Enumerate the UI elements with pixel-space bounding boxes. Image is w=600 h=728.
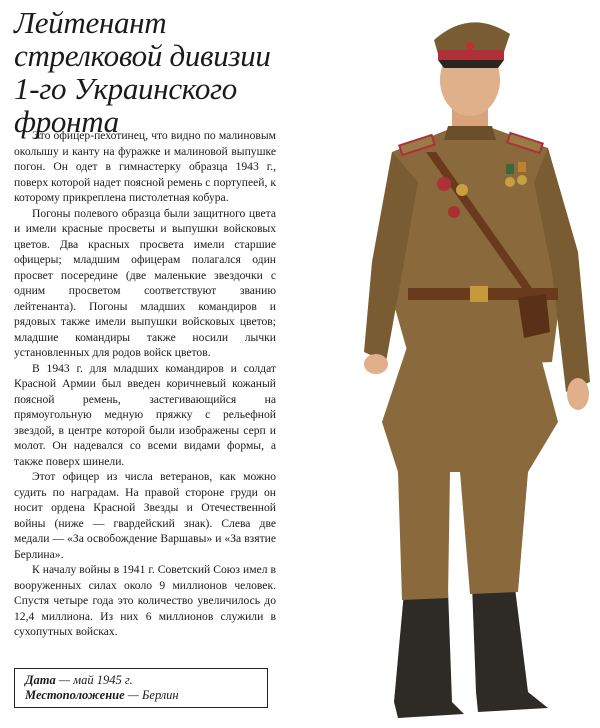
caption-date-row bbox=[25, 673, 257, 688]
medal-warsaw bbox=[505, 177, 515, 187]
order-patriotic-war bbox=[456, 184, 468, 196]
left-hand bbox=[364, 354, 388, 374]
caption-location-separator: — bbox=[124, 688, 143, 702]
paragraph-2: Погоны полевого образца были защитного цвета и имели красные просветы и выпушки войсковых цветов. Два красных просвета имели старшие офицеры; младшим офицерам полагался один просвет посередине (две маленькие звездочки с одним просветом соответствуют званию лейтенанта). Погоны младших командиров и рядовых также имели выпушки войсковых цветов; младшие командиры также носили лычки установленных для родов войск цветов. bbox=[14, 206, 276, 359]
right-hand bbox=[567, 378, 589, 410]
caption-location-row bbox=[25, 688, 257, 703]
medal-ribbon-2 bbox=[518, 162, 526, 172]
article-body bbox=[14, 128, 276, 640]
caption-date-value: май 1945 г. bbox=[73, 673, 133, 687]
guards-badge bbox=[448, 206, 460, 218]
title-line-1: Лейтенант bbox=[14, 5, 167, 40]
cap-star bbox=[466, 42, 474, 50]
medal-berlin bbox=[517, 175, 527, 185]
order-red-star bbox=[437, 177, 451, 191]
paragraph-3: В 1943 г. для младших командиров и солдат Красной Армии был введен коричневый кожаный поясной ремень, застегивающийся на прямоугольную медную пряжку с рельефной звездой, в центре которой были изображены серп и молот. Он надевался со всеми видами формы, а также поверх шинели. bbox=[14, 361, 276, 468]
belt-buckle bbox=[470, 286, 488, 302]
title-line-4: фронта bbox=[14, 104, 119, 139]
soldier-figure-svg bbox=[352, 2, 598, 724]
caption-box bbox=[14, 668, 268, 708]
right-boot bbox=[472, 580, 548, 712]
caption-location-value: Берлин bbox=[142, 688, 179, 702]
page-title bbox=[14, 6, 314, 138]
title-line-3: 1-го Украинского bbox=[14, 71, 238, 106]
medal-ribbon-1 bbox=[506, 164, 514, 174]
left-boot bbox=[394, 590, 464, 718]
title-line-2: стрелковой дивизии bbox=[14, 38, 271, 73]
caption-location-label: Местоположение bbox=[25, 688, 125, 702]
caption-date-separator: — bbox=[55, 673, 74, 687]
paragraph-1: Это офицер-пехотинец, что видно по малиновым околышу и канту на фуражке и малиновой выпушке погон. Он одет в гимнастерку образца 1943 г., поверх которой надет поясной ремень с портупеей, к которому прикреплена пистолетная кобура. bbox=[14, 129, 276, 204]
paragraph-4: Этот офицер из числа ветеранов, как можно судить по наградам. На правой стороне груди он носит ордена Красной Звезды и Отечественной войны (ниже — гвардейский знак). Слева две медали — «За освобождение Варшавы» и «За взятие Берлина». bbox=[14, 470, 276, 561]
caption-date-label: Дата bbox=[25, 673, 56, 687]
paragraph-5: К началу войны в 1941 г. Советский Союз имел в вооруженных силах около 9 миллионов человек. Спустя четыре года это количество увеличилось до 12,4 миллиона. Из них 6 миллионов служили в сухопутных войсках. bbox=[14, 563, 276, 638]
cap-band bbox=[438, 50, 504, 60]
collar bbox=[444, 126, 496, 140]
soldier-illustration bbox=[352, 2, 598, 724]
cap-visor bbox=[438, 60, 504, 68]
